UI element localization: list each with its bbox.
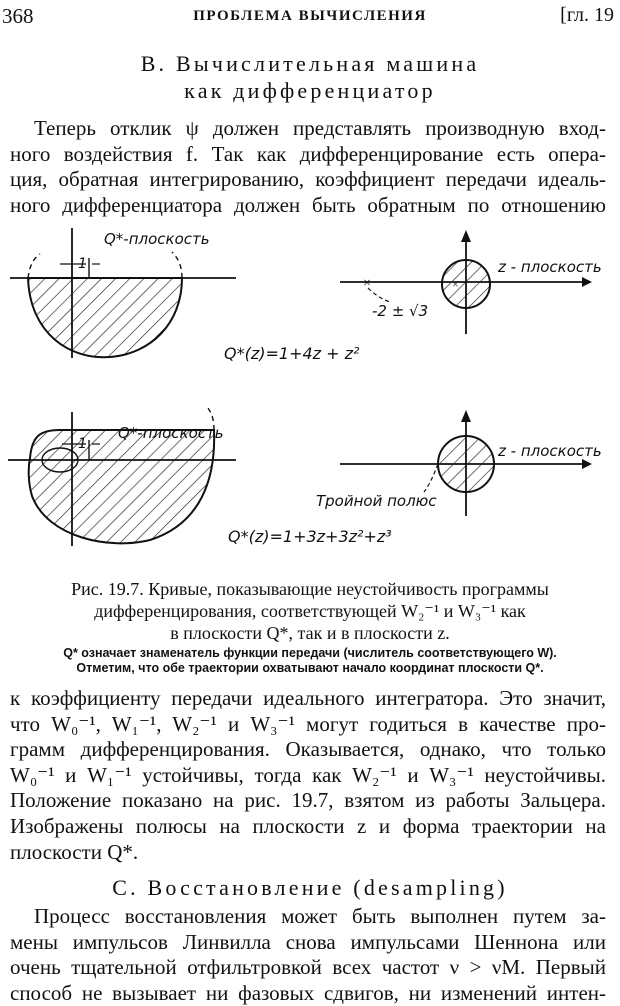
text-line: мены импульсов Линвилла снова импульсами Шеннона или xyxy=(10,929,606,954)
text-line: Изображены полюсы на плоскости z и форма траектории на xyxy=(10,813,606,838)
top-left-plane-label: Q*-плоскость xyxy=(104,230,210,248)
bottom-left-tick-label: 1 xyxy=(78,436,87,452)
running-header xyxy=(0,4,620,34)
text-line: Процесс восстановления может быть выполнен путем за- xyxy=(34,904,606,928)
bottom-right-y-arrow xyxy=(461,410,471,422)
top-left-q-plane-plot xyxy=(10,228,236,358)
figure-19-7 xyxy=(0,224,620,570)
text-line: ция, обратная интегрированию, коэффициент передачи идеаль- xyxy=(10,167,606,192)
note-line: Q* означает знаменатель функции передачи (числитель соответствующего W). xyxy=(63,646,557,660)
bottom-left-q-plane-plot xyxy=(8,408,236,546)
text-line: Положение показано на рис. 19.7, взятом из работы Зальцера. xyxy=(10,788,606,813)
top-left-tick-label: 1 xyxy=(78,256,87,272)
top-right-plane-label: z - плоскость xyxy=(498,258,602,276)
triple-pole-leader xyxy=(424,464,438,492)
top-left-dashed-arc xyxy=(28,254,40,278)
pole-leader-line xyxy=(368,288,390,302)
page-number: 368 xyxy=(2,4,34,28)
chapter-reference: [гл. 19 xyxy=(560,4,614,26)
bottom-right-unit-circle xyxy=(438,436,494,492)
top-right-dashed-arc xyxy=(172,252,182,278)
top-right-y-arrow xyxy=(461,230,471,242)
caption-line: Рис. 19.7. Кривые, показывающие неустойчивость программы xyxy=(71,579,549,599)
top-right-x-arrow xyxy=(582,277,592,287)
pole-marker-outer: × xyxy=(363,276,371,291)
text-line: к коэффициенту передачи идеального интегратора. Это значит, xyxy=(10,686,606,710)
bottom-right-z-plane-plot xyxy=(316,410,602,516)
text-line: грамм дифференцирования. Оказывается, однако, что только xyxy=(10,737,606,762)
top-left-hatched-region xyxy=(28,278,182,357)
figure-note xyxy=(0,646,620,676)
text-line: W₀⁻¹ и W₁⁻¹ устойчивы, тогда как W₂⁻¹ и W₃⁻¹ неустойчивы. xyxy=(10,762,606,787)
bottom-right-pole-annotation: Тройной полюс xyxy=(316,492,437,510)
caption-line: в плоскости Q*, так и в плоскости z. xyxy=(170,623,450,643)
section-b-paragraph xyxy=(10,116,606,218)
pole-marker-inner: × xyxy=(452,277,459,291)
text-line: что W₀⁻¹, W₁⁻¹, W₂⁻¹ и W₃⁻¹ могут годиться в качестве про- xyxy=(10,711,606,736)
top-right-z-plane-plot xyxy=(340,230,602,334)
bottom-left-plane-label: Q*-плоскость xyxy=(118,424,224,442)
section-b-title xyxy=(0,50,620,104)
section-c-paragraph xyxy=(10,904,606,1006)
text-line: ного воздействия f. Так как дифференцирование есть опера- xyxy=(10,141,606,166)
figure-caption xyxy=(0,578,620,644)
body-continued-paragraph xyxy=(10,686,606,865)
text-line: Теперь отклик ψ должен представлять производную вход- xyxy=(34,116,606,140)
bottom-formula: Q*(z)=1+3z+3z²+z³ xyxy=(228,527,392,546)
text-line: очень тщательной отфильтровкой всех частот ν > νM. Первый xyxy=(10,955,606,980)
section-b-title-line1: В. Вычислительная машина xyxy=(140,51,480,76)
bottom-right-x-arrow xyxy=(582,459,592,469)
top-right-unit-circle xyxy=(442,260,490,308)
section-c-title: С. Восстановление (desampling) xyxy=(112,875,508,900)
running-title: ПРОБЛЕМА ВЫЧИСЛЕНИЯ xyxy=(193,8,427,24)
text-line: способ не вызывает ни фазовых сдвигов, ни изменений интен- xyxy=(10,980,606,1005)
section-b-title-line2: как дифференциатор xyxy=(184,78,436,103)
top-formula: Q*(z)=1+4z + z² xyxy=(224,344,360,363)
note-line: Отметим, что обе траектории охватывают начало координат плоскости Q*. xyxy=(76,661,544,675)
bottom-right-plane-label: z - плоскость xyxy=(498,442,602,460)
text-line: плоскости Q*. xyxy=(10,839,139,864)
top-right-pole-annotation: -2 ± √3 xyxy=(372,302,429,320)
caption-line: дифференцирования, соответствующей W₂⁻¹ и W₃⁻¹ как xyxy=(94,601,526,621)
bottom-left-hatched-region xyxy=(29,430,214,543)
text-line: ного дифференциатора должен быть обратным по отношению xyxy=(10,192,606,217)
